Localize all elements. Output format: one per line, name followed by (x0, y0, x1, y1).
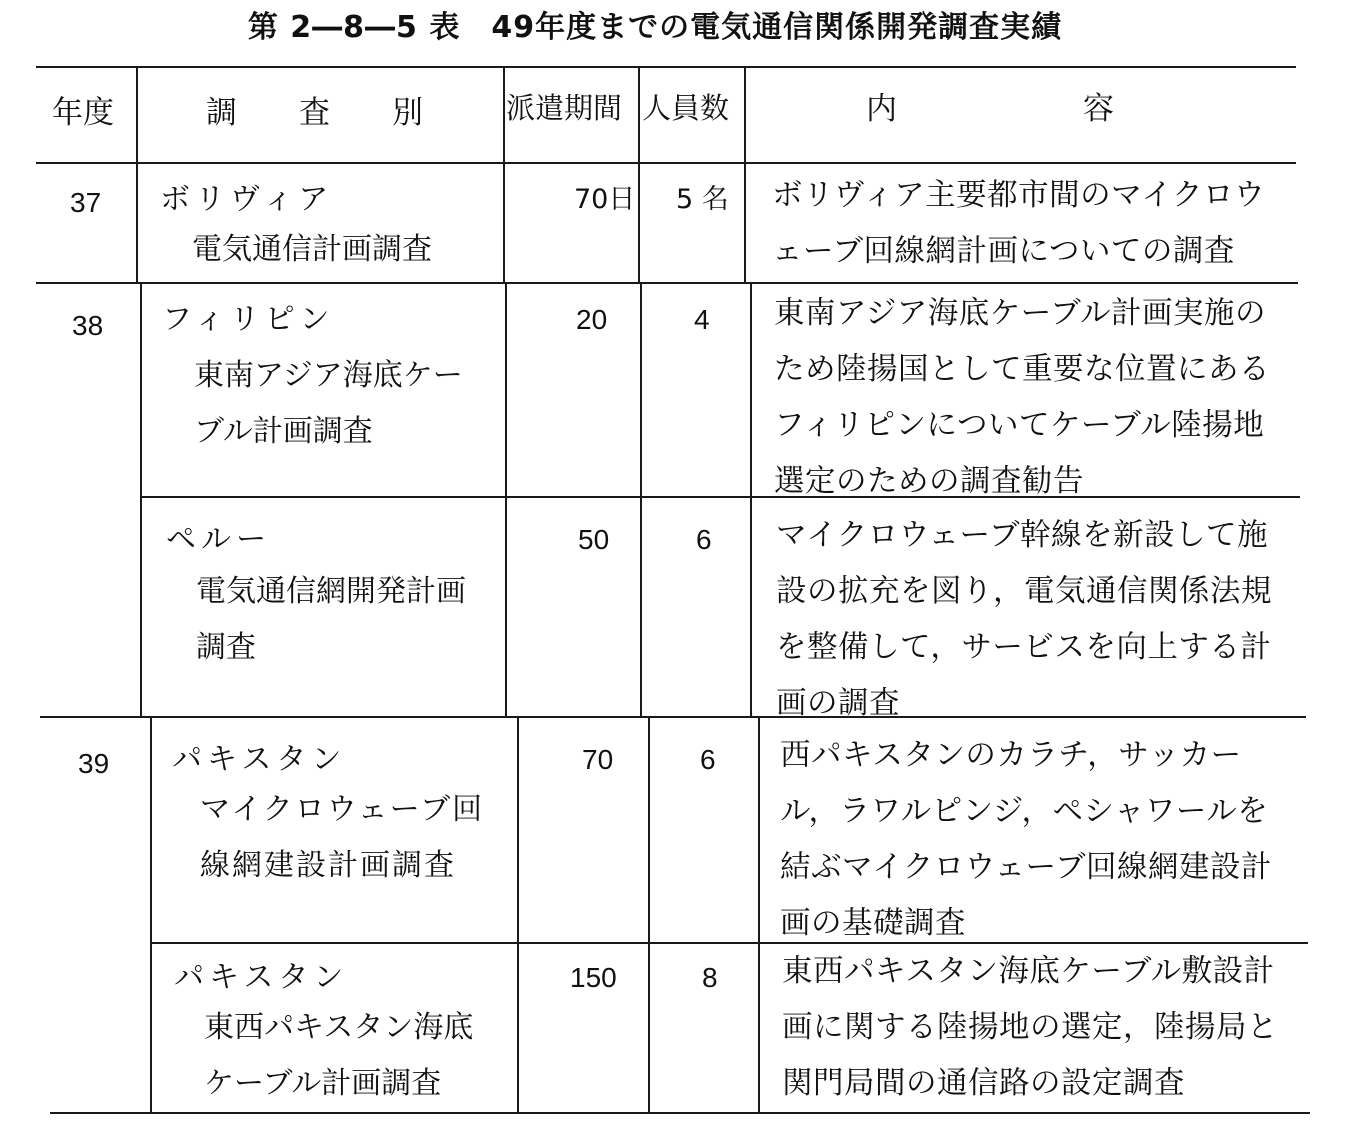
table-row-year: 38 (72, 310, 104, 341)
col-line-persons-39 (758, 716, 760, 1112)
col-line-year-39 (150, 716, 152, 1112)
dispatch-period: 20 (576, 304, 608, 335)
col-line-year (136, 66, 138, 282)
content-text: 東南アジア海底ケーブル計画実施の ため陸揚国として重要な位置にある フィリピンについてケーブル陸揚地 選定のための調査勧告 (774, 296, 1270, 499)
content-text: ボリヴィア主要都市間のマイクロウ ェーブ回線網計画についての調査 (772, 178, 1265, 269)
table-top-rule (36, 66, 1296, 68)
survey-name: 東西パキスタン海底 ケーブル計画調査 (204, 1010, 474, 1101)
table-title: 第 2―8―5 表 49年度までの電気通信関係開発調査実績 (247, 10, 1063, 45)
survey-name: 東南アジア海底ケー ブル計画調査 (194, 358, 463, 449)
header-period: 派遣期間 (506, 91, 623, 125)
content-text: 東西パキスタン海底ケーブル敷設計 画に関する陸揚地の選定，陸揚局と 関門局間の通信路の設定調査 (782, 954, 1278, 1101)
person-count: 6 (700, 744, 716, 775)
col-line-year-38 (140, 282, 142, 716)
content-text: 西パキスタンのカラチ，サッカー ル，ラワルピンジ，ペシャワールを 結ぶマイクロウェーブ回線網建設計 画の基礎調査 (780, 738, 1273, 941)
col-line-survey-39 (517, 716, 519, 1112)
col-line-period-39 (648, 716, 650, 1112)
header-survey: 調 査 別 (206, 95, 423, 131)
survey-country: ボリヴィア (160, 182, 334, 217)
dispatch-period: 70 (582, 744, 614, 775)
dispatch-period: 50 (578, 524, 610, 555)
survey-country: ペルー (166, 522, 271, 557)
survey-country: パキスタン (172, 742, 347, 777)
dispatch-period: 150 (570, 962, 617, 993)
person-count: 5 名 (676, 184, 729, 215)
col-line-period (638, 66, 640, 282)
person-count: 6 (696, 524, 712, 555)
col-line-persons (744, 66, 746, 282)
col-line-persons-38 (750, 282, 752, 716)
row-37-bottom-rule (36, 282, 1298, 284)
person-count: 4 (694, 304, 710, 335)
col-line-survey (503, 66, 505, 282)
table-row-year: 39 (78, 748, 110, 779)
col-line-survey-38 (505, 282, 507, 716)
content-text: マイクロウェーブ幹線を新設して施 設の拡充を図り，電気通信関係法規 を整備して，サービスを向上する計 画の調査 (776, 518, 1272, 721)
person-count: 8 (702, 962, 718, 993)
table-row-year: 37 (70, 187, 102, 218)
dispatch-period: 70日 (574, 184, 636, 215)
survey-name: マイクロウェーブ回 線網建設計画調査 (200, 792, 485, 883)
header-year: 年度 (52, 95, 114, 131)
survey-country: フィリピン (162, 302, 335, 337)
col-line-period-38 (640, 282, 642, 716)
survey-name: 電気通信網開発計画 調査 (196, 574, 466, 665)
table-bottom-rule (50, 1112, 1310, 1114)
survey-country: パキスタン (174, 960, 349, 995)
header-persons: 人員数 (642, 91, 730, 125)
header-bottom-rule (36, 162, 1296, 164)
survey-name: 電気通信計画調査 (192, 232, 432, 267)
header-content: 内 容 (866, 91, 1114, 127)
